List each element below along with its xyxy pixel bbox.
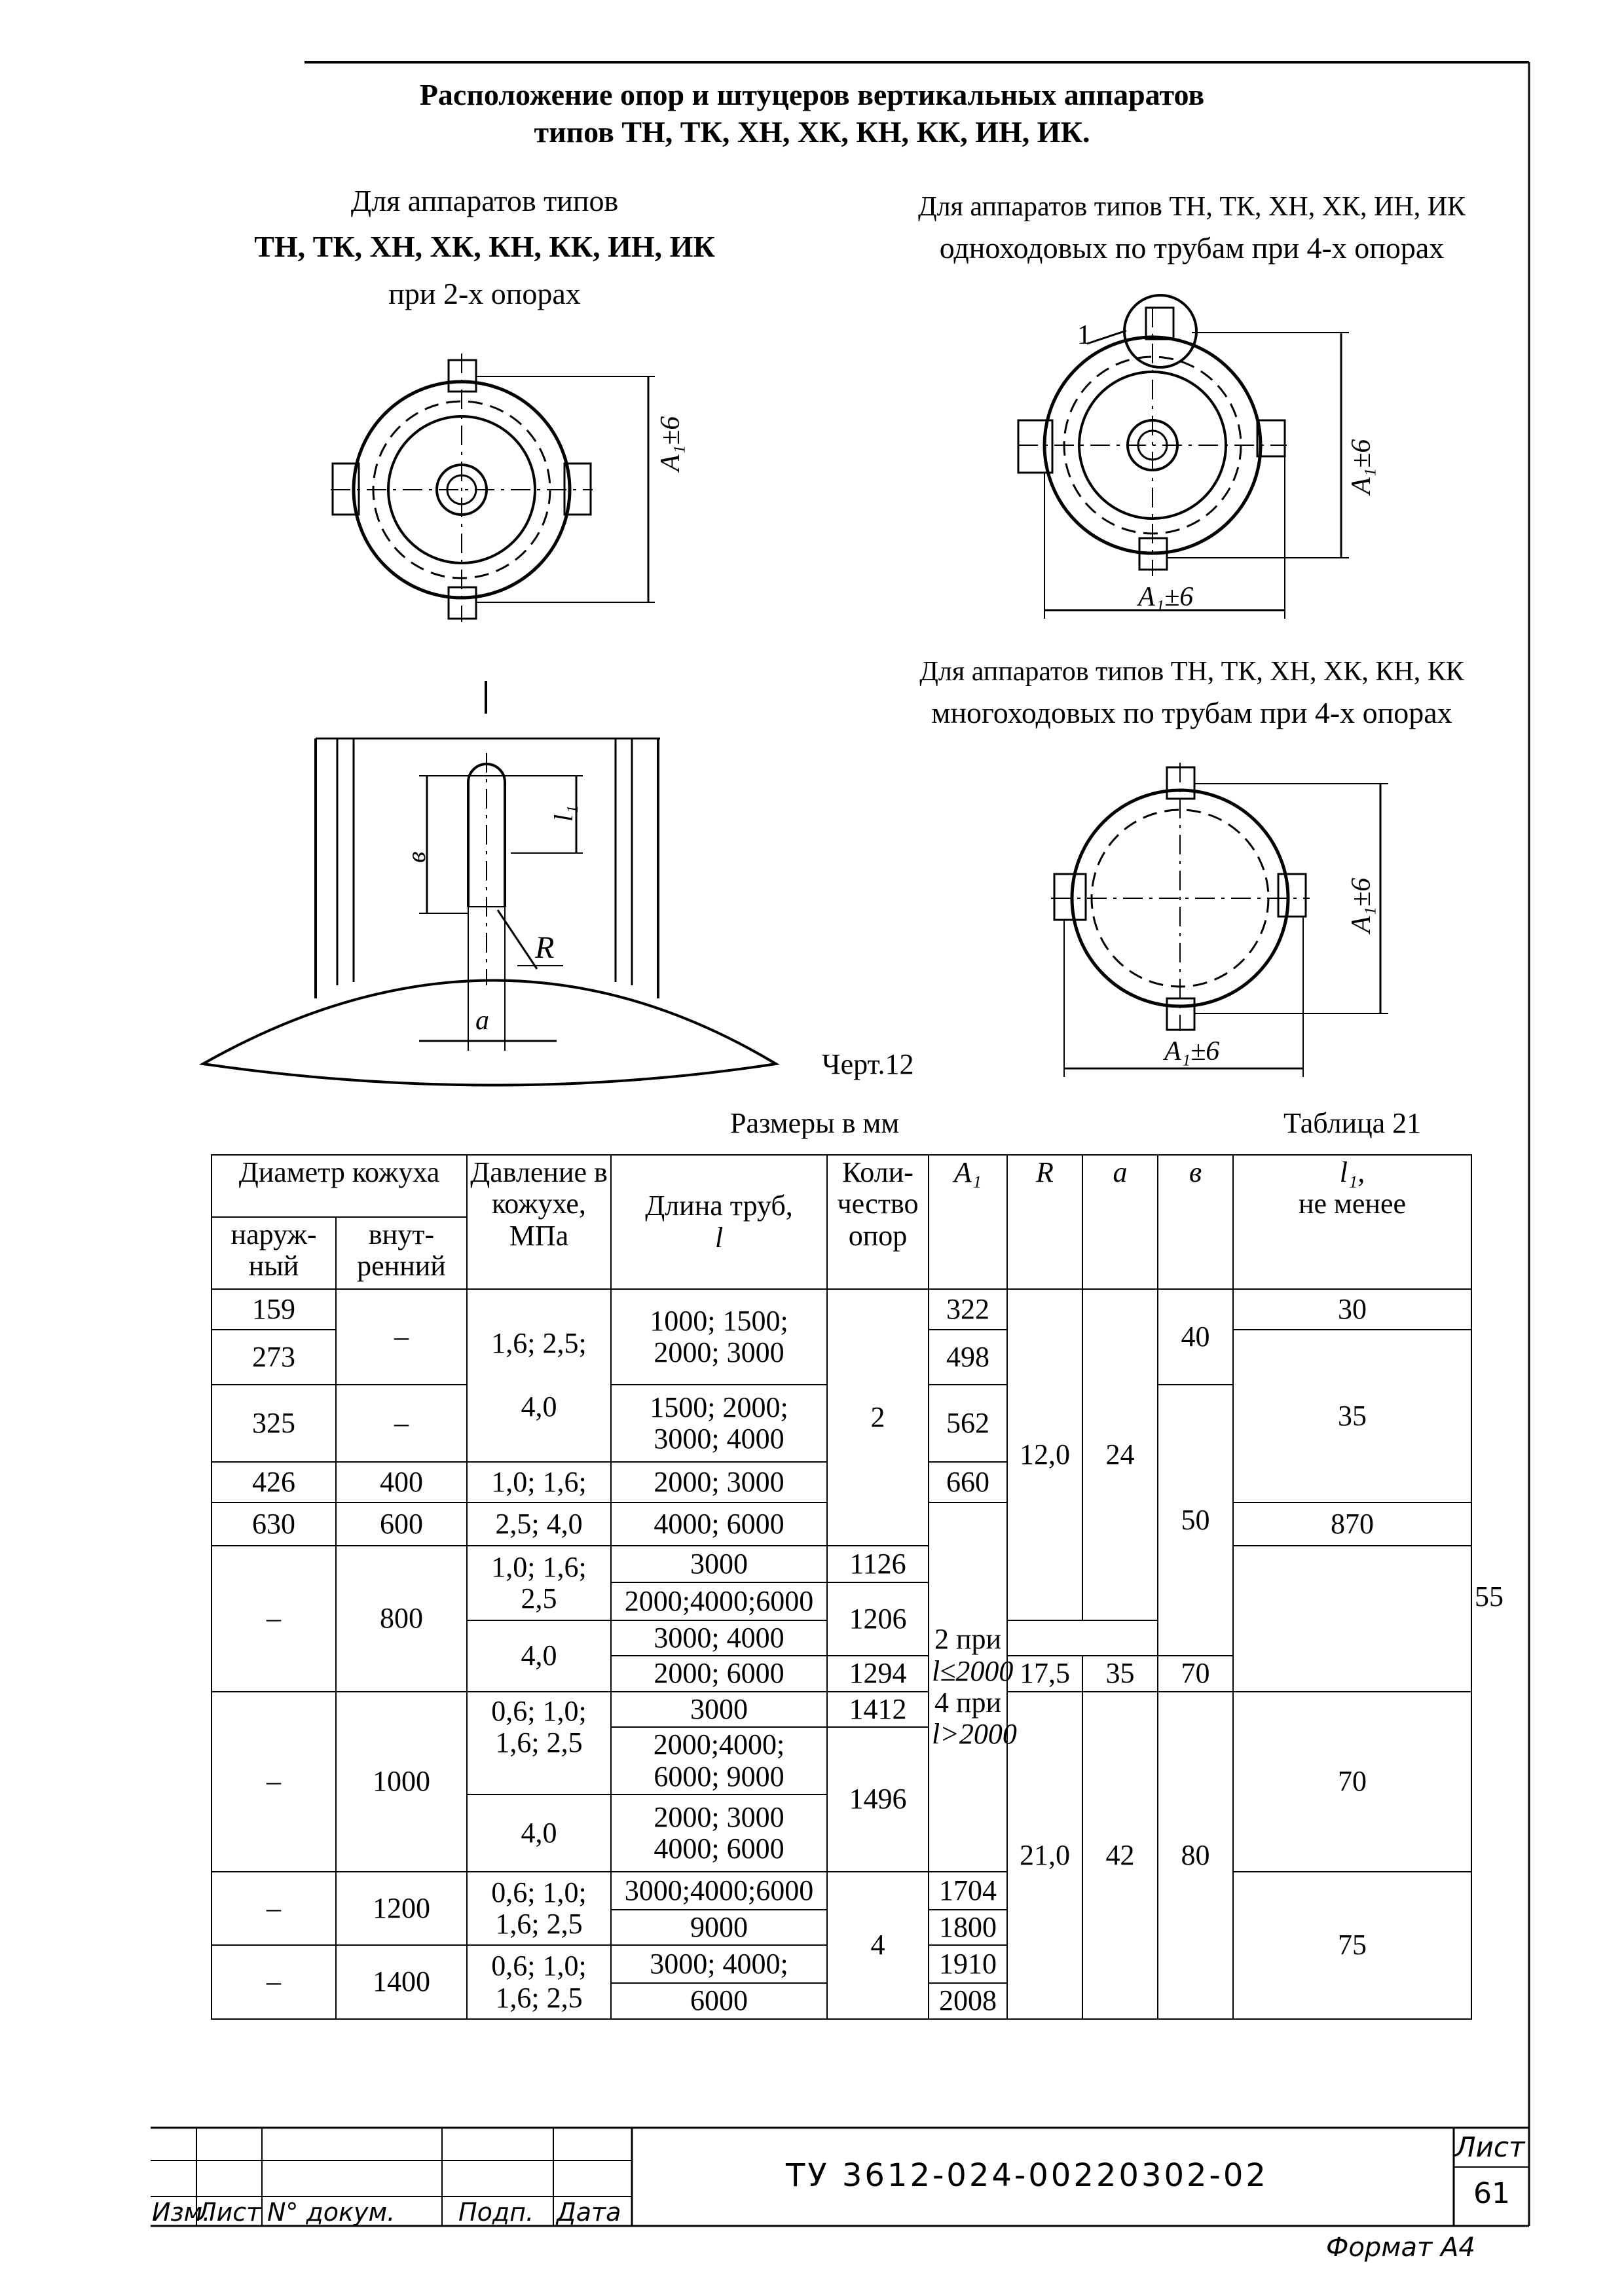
cell: 4 <box>827 1872 929 2019</box>
stamp-col-sign: Подп. <box>458 2198 534 2227</box>
cell: 630 <box>212 1503 336 1546</box>
label-r: R <box>535 930 555 965</box>
dim-a1-right1-vert: A₁±6 <box>1346 439 1376 494</box>
cell: – <box>212 1546 336 1692</box>
cell: 70 <box>1158 1656 1233 1691</box>
cell: 1200 <box>336 1872 467 1945</box>
cell: 498 <box>929 1330 1007 1385</box>
cell: 0,6; 1,0; 1,6; 2,5 <box>467 1872 611 1945</box>
cell: 1500; 2000; 3000; 4000 <box>611 1385 827 1462</box>
cell: 2 при l≤2000 4 при l>2000 <box>929 1503 1007 1872</box>
caption-right1-1: Для аппаратов типов ТН, ТК, ХН, ХК, ИН, ИК <box>917 192 1466 222</box>
caption-left-2: ТН, ТК, ХН, ХК, КН, КК, ИН, ИК <box>254 230 715 263</box>
callout-1: 1 <box>1077 320 1091 350</box>
cell: 0,6; 1,0; 1,6; 2,5 <box>467 1692 611 1795</box>
cell: 4,0 <box>467 1620 611 1692</box>
cell: 1412 <box>827 1692 929 1727</box>
cell: 12,0 <box>1007 1289 1082 1620</box>
th-inner: внут-ренний <box>336 1217 467 1289</box>
caption-left-3: при 2-х опорах <box>388 277 581 310</box>
th-r: R <box>1007 1155 1082 1289</box>
th-a1: A₁ <box>929 1155 1007 1289</box>
cell: 800 <box>336 1546 467 1692</box>
th-length: Длина труб, l <box>611 1155 827 1289</box>
cell: – <box>212 1692 336 1872</box>
cell: 660 <box>929 1462 1007 1503</box>
format-label: Формат А4 <box>1326 2232 1475 2263</box>
cell: 2008 <box>929 1983 1007 2018</box>
dim-a1-right1-horiz: A₁±6 <box>1138 582 1194 612</box>
cell: 2,5; 4,0 <box>467 1503 611 1546</box>
cell: 3000 <box>611 1692 827 1727</box>
cell: 1000; 1500; 2000; 3000 <box>611 1289 827 1385</box>
cell: 17,5 <box>1007 1656 1082 1691</box>
cell: 70 <box>1233 1692 1471 1872</box>
dimensions-table: Диаметр кожуха Давление в кожухе, МПа Длина труб, l Коли-чество опор A₁ R a в l₁, не менее наруж-ный внут-ренний 159 – 1,6; 2,5; 4,0 1000; 1500; 2000; 3000 2 322 12,0 24 40 30 273 498 35 325 – 1500; 2000; 3000; 4000 562 50 426 400 1,0; 1,6; 2000; 3000 660 630 600 2,5; 4,0 4000; 6000 2 при l≤2000 4 при l>2000 870 55 – 800 1,0; 1,6; 2,5 3000 1126 2000;4000;6000 1206 4,0 3000; 4000 2000; 6000 1294 17,5 35 70 – 1000 0,6; 1,0; 1,6; 2,5 3000 1412 21,0 42 80 70 2000;4000; 6000; 9000 1496 4,0 2000; 3000 4000; 6000 – 1200 0,6; 1,0; 1,6; 2,5 3000;4000;6000 4 1704 75 9000 1800 – 1400 0,6; 1,0; 1,6; 2,5 3000; 4000; 1910 6000 2008 <box>211 1154 1472 2020</box>
cell: 35 <box>1082 1656 1158 1691</box>
cell: 42 <box>1082 1692 1158 2019</box>
stamp-col-doc: N° докум. <box>267 2198 396 2227</box>
cell: 40 <box>1158 1289 1233 1385</box>
label-l1: l₁ <box>549 805 578 822</box>
cell: 2000;4000;6000 <box>611 1582 827 1620</box>
cell: – <box>212 1872 336 1945</box>
dim-a1-right2-vert: A₁±6 <box>1346 877 1376 933</box>
th-l1: l₁, не менее <box>1233 1155 1471 1289</box>
cell: 2000; 3000 4000; 6000 <box>611 1795 827 1872</box>
sheet-label: Лист <box>1455 2131 1525 2163</box>
cell: – <box>336 1385 467 1462</box>
cell: 1,0; 1,6; <box>467 1462 611 1503</box>
cell: 2 <box>827 1289 929 1546</box>
cell: 4,0 <box>467 1795 611 1872</box>
th-b: в <box>1158 1155 1233 1289</box>
th-a: a <box>1082 1155 1158 1289</box>
dim-a1-right2-horiz: A₁±6 <box>1164 1036 1220 1066</box>
cell: 1800 <box>929 1910 1007 1945</box>
cell: 322 <box>929 1289 1007 1330</box>
cell: 4000; 6000 <box>611 1503 827 1546</box>
document-code: ТУ 3612-024-00220302-02 <box>786 2157 1268 2194</box>
cell: 1206 <box>827 1582 929 1656</box>
cell: 3000 <box>611 1546 827 1582</box>
cell: 159 <box>212 1289 336 1330</box>
stamp-col-izm: Изм. <box>152 2198 211 2227</box>
caption-left-1: Для аппаратов типов <box>350 184 619 217</box>
cell: 1294 <box>827 1656 929 1691</box>
sheet-number: 61 <box>1473 2177 1510 2210</box>
cell: 35 <box>1233 1330 1471 1503</box>
cell: 2000; 6000 <box>611 1656 827 1691</box>
cell: 562 <box>929 1385 1007 1462</box>
cell: 0,6; 1,0; 1,6; 2,5 <box>467 1945 611 2018</box>
th-count: Коли-чество опор <box>827 1155 929 1289</box>
cell: 1704 <box>929 1872 1007 1910</box>
label-b: в <box>401 851 431 863</box>
cell: 426 <box>212 1462 336 1503</box>
caption-right1-2: одноходовых по трубам при 4-х опорах <box>939 231 1445 264</box>
cell: 2000; 3000 <box>611 1462 827 1503</box>
table-number: Таблица 21 <box>1283 1107 1422 1139</box>
stamp-col-date: Дата <box>557 2198 621 2227</box>
cell: 1000 <box>336 1692 467 1872</box>
th-outer: наруж-ный <box>212 1217 336 1289</box>
cell: 1496 <box>827 1727 929 1872</box>
page-title: Расположение опор и штуцеров вертикальных аппаратов <box>419 78 1205 111</box>
dim-a1-left: A₁±6 <box>655 416 686 471</box>
cell: 3000;4000;6000 <box>611 1872 827 1910</box>
cell: 1,0; 1,6; 2,5 <box>467 1546 611 1620</box>
cell: 400 <box>336 1462 467 1503</box>
cell: 1126 <box>827 1546 929 1582</box>
cell: 6000 <box>611 1983 827 2018</box>
cell: 1910 <box>929 1945 1007 1983</box>
cell: – <box>212 1945 336 2018</box>
th-pressure: Давление в кожухе, МПа <box>467 1155 611 1289</box>
cell: 3000; 4000 <box>611 1620 827 1656</box>
cell: 273 <box>212 1330 336 1385</box>
cell: 870 <box>1233 1503 1471 1546</box>
page-subtitle: типов ТН, ТК, ХН, ХК, КН, КК, ИН, ИК. <box>534 115 1090 149</box>
cell: 600 <box>336 1503 467 1546</box>
cell: – <box>336 1289 467 1385</box>
caption-right2-2: многоходовых по трубам при 4-х опорах <box>931 696 1452 729</box>
cell: 9000 <box>611 1910 827 1945</box>
cell: 1400 <box>336 1945 467 2018</box>
label-a: a <box>475 1006 489 1036</box>
units-note: Размеры в мм <box>730 1107 900 1139</box>
cell: 75 <box>1233 1872 1471 2019</box>
cell: 2000;4000; 6000; 9000 <box>611 1727 827 1795</box>
cell: 21,0 <box>1007 1692 1082 2019</box>
caption-right2-1: Для аппаратов типов ТН, ТК, ХН, ХК, КН, КК <box>919 657 1464 687</box>
cell: 50 <box>1158 1385 1233 1656</box>
stamp-col-list: Лист <box>198 2198 261 2227</box>
cell: 80 <box>1158 1692 1233 2019</box>
cell: 1,6; 2,5; 4,0 <box>467 1289 611 1462</box>
cell: 325 <box>212 1385 336 1462</box>
th-diameter: Диаметр кожуха <box>212 1155 467 1217</box>
cell: 30 <box>1233 1289 1471 1330</box>
cell: 3000; 4000; <box>611 1945 827 1983</box>
figure-number: Черт.12 <box>822 1048 914 1080</box>
cell: 24 <box>1082 1289 1158 1620</box>
